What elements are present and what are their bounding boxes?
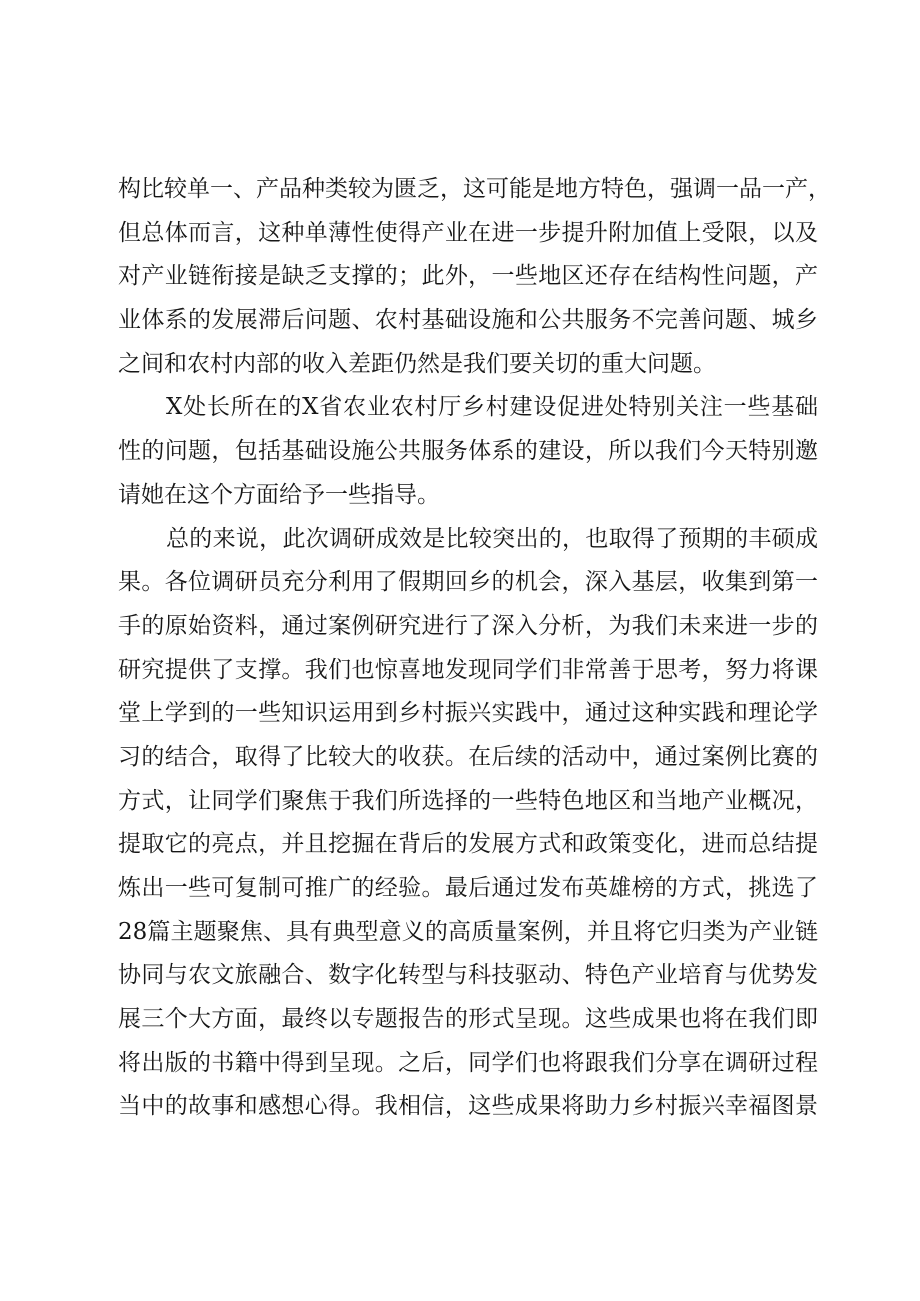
- text-line: 展三个大方面，最终以专题报告的形式呈现。这些成果也将在我们即: [118, 1006, 818, 1033]
- paragraph-1: [118, 168, 831, 386]
- text-line: 但总体而言，这种单薄性使得产业在进一步提升附加值上受限，以及: [118, 219, 818, 246]
- text-line: 堂上学到的一些知识运用到乡村振兴实践中，通过这种实践和理论学: [118, 700, 818, 727]
- text-line: 对产业链衔接是缺乏支撑的；此外，一些地区还存在结构性问题，产: [118, 263, 818, 290]
- text-line: 果。各位调研员充分利用了假期回乡的机会，深入基层，收集到第一: [118, 569, 818, 596]
- text-line: 将出版的书籍中得到呈现。之后，同学们也将跟我们分享在调研过程: [118, 1049, 818, 1076]
- paragraph-2: [118, 386, 818, 517]
- text-line: 炼出一些可复制可推广的经验。最后通过发布英雄榜的方式，挑选了: [118, 875, 818, 901]
- text-line: 提取它的亮点，并且挖掘在背后的发展方式和政策变化，进而总结提: [118, 831, 818, 858]
- text-line: 28篇主题聚焦、具有典型意义的高质量案例，并且将它归类为产业链: [118, 918, 818, 945]
- text-line: 之间和农村内部的收入差距仍然是我们要关切的重大问题。: [118, 350, 716, 377]
- text-line: 性的问题，包括基础设施公共服务体系的建设，所以我们今天特别邀: [118, 438, 818, 465]
- text-line: 手的原始资料，通过案例研究进行了深入分析，为我们未来进一步的: [118, 612, 818, 639]
- text-line: 习的结合，取得了比较大的收获。在后续的活动中，通过案例比赛的: [118, 743, 818, 770]
- text-line: 当中的故事和感想心得。我相信，这些成果将助力乡村振兴幸福图景: [118, 1093, 818, 1120]
- text-line: 构比较单一、产品种类较为匮乏，这可能是地方特色，强调一品一产，: [118, 176, 831, 202]
- text-line: 业体系的发展滞后问题、农村基础设施和公共服务不完善问题、城乡: [118, 307, 818, 334]
- paragraph-3: [118, 518, 818, 1130]
- document-body: [118, 168, 831, 1129]
- text-line: 总的来说，此次调研成效是比较突出的，也取得了预期的丰硕成: [166, 525, 818, 552]
- text-line: 方式，让同学们聚焦于我们所选择的一些特色地区和当地产业概况，: [118, 787, 818, 814]
- text-line: 请她在这个方面给予一些指导。: [118, 481, 440, 508]
- text-line: X处长所在的X省农业农村厅乡村建设促进处特别关注一些基础: [166, 394, 818, 421]
- text-line: 研究提供了支撑。我们也惊喜地发现同学们非常善于思考，努力将课: [118, 656, 818, 683]
- text-line: 协同与农文旅融合、数字化转型与科技驱动、特色产业培育与优势发: [118, 962, 818, 989]
